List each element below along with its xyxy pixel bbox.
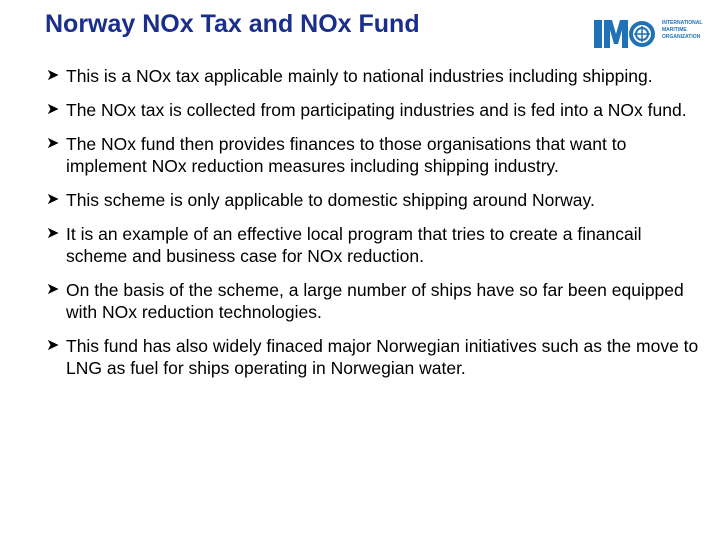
bullet-text: The NOx tax is collected from participating industries and is fed into a NOx fund. — [66, 100, 687, 120]
imo-logo — [592, 14, 714, 66]
bullet-text: On the basis of the scheme, a large number of ships have so far been equipped with NOx reduction technologies. — [66, 280, 684, 322]
bullet-list — [46, 65, 706, 391]
arrow-bullet-icon: ➤ — [46, 67, 60, 84]
bullet-text: This fund has also widely finaced major Norwegian initiatives such as the move to LNG as fuel for ships operating in Norwegian water. — [66, 336, 699, 378]
bullet-text: This is a NOx tax applicable mainly to national industries including shipping. — [66, 66, 653, 86]
arrow-bullet-icon: ➤ — [46, 101, 60, 118]
bullet-item — [46, 133, 706, 177]
bullet-item — [46, 279, 706, 323]
bullet-text: This scheme is only applicable to domestic shipping around Norway. — [66, 190, 595, 210]
logo-line: ORGANIZATION — [662, 34, 701, 40]
bullet-item — [46, 335, 706, 379]
bullet-text: The NOx fund then provides finances to those organisations that want to implement NOx reduction measures including shipping industry. — [66, 134, 627, 176]
imo-logo-text — [662, 20, 702, 41]
bullet-item — [46, 223, 706, 267]
arrow-bullet-icon: ➤ — [46, 135, 60, 152]
arrow-bullet-icon: ➤ — [46, 191, 60, 208]
bullet-item — [46, 189, 706, 211]
arrow-bullet-icon: ➤ — [46, 337, 60, 354]
bullet-item — [46, 65, 706, 87]
slide-title: Norway NOx Tax and NOx Fund — [45, 10, 420, 38]
logo-line: MARITIME — [662, 27, 687, 33]
logo-line: INTERNATIONAL — [662, 20, 703, 26]
arrow-bullet-icon: ➤ — [46, 281, 60, 298]
bullet-text: It is an example of an effective local program that tries to create a financail scheme and business case for NOx reduction. — [66, 224, 642, 266]
bullet-item — [46, 99, 706, 121]
arrow-bullet-icon: ➤ — [46, 225, 60, 242]
imo-logo-mark — [592, 14, 660, 54]
